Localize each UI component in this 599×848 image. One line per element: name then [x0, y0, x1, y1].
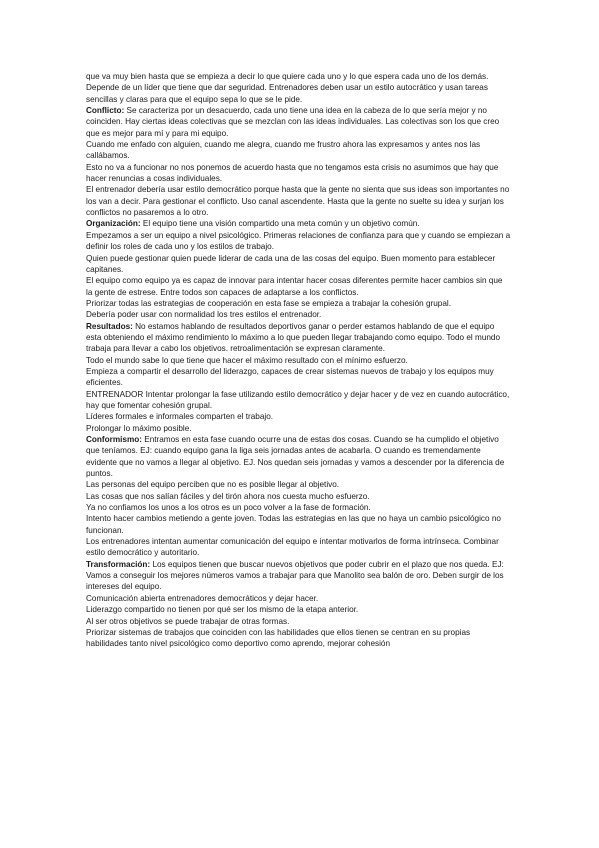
section-label: Conformismo: [86, 435, 142, 444]
paragraph-text: Los entrenadores intentan aumentar comunicación del equipo e intentar motivarlos de forma intrínseca. Combinar estilo democrático y autoritario. [86, 537, 499, 558]
paragraph [86, 184, 511, 218]
paragraph [86, 321, 511, 355]
paragraph [86, 253, 511, 276]
paragraph-text: Depende de un líder que tiene que dar seguridad. Entrenadores deben usar un estilo autocrático y usan tareas sencillas y claras para que el equipo sepa lo que se le pide. [86, 83, 488, 104]
paragraph-text: No estamos hablando de resultados deportivos ganar o perder estamos hablando de que el equipo esta obteniendo el máximo rendimiento lo máximo a lo que pueden llegar trabajando como equipo. Todo el mundo trabaja para llevar a cabo los objetivos. retroalimentación se expresan claramente. [86, 321, 501, 354]
paragraph-text: Liderazgo compartido no tienen por qué ser los mismo de la etapa anterior. [86, 605, 359, 615]
paragraph [86, 230, 511, 253]
paragraph-text: El equipo tiene una visión compartido una meta común y un objetivo común. [142, 219, 420, 229]
paragraph-text: El equipo como equipo ya es capaz de innovar para intentar hacer cosas diferentes permite hacer cambios sin que la gente de estrese. Entre todos son capaces de adaptarse a los conflictos. [86, 276, 503, 297]
paragraph-text: Cuando me enfado con alguien, cuando me alegra, cuando me frustro ahora las expresamos y antes nos las callábamos. [86, 140, 481, 161]
paragraph [86, 71, 511, 82]
paragraph [86, 355, 511, 366]
paragraph-text: Esto no va a funcionar no nos ponemos de acuerdo hasta que no tengamos esta crisis no asumimos que hay que hacer renuncias a cosas individuales. [86, 162, 499, 184]
paragraph [86, 275, 511, 298]
paragraph [86, 218, 511, 229]
paragraph [86, 389, 511, 412]
paragraph-text: Ya no confiamos los unos a los otros es un poco volver a la fase de formación. [86, 503, 371, 513]
paragraph-text: Las cosas que nos salían fáciles y del tirón ahora nos cuesta mucho esfuerzo. [86, 491, 370, 501]
paragraph [86, 82, 511, 105]
paragraph-text: Empieza a compartir el desarrollo del liderazgo, capaces de crear sistemas nuevos de trabajo y los equipos muy eficientes. [86, 366, 494, 388]
paragraph-text: Priorizar sistemas de trabajos que coinciden con las habilidades que ellos tienen se centran en su propias habilidades tanto nivel psicológico como deportivo como aprendo, mejorar cohesión [86, 627, 471, 649]
paragraph [86, 366, 511, 389]
paragraph [86, 162, 511, 185]
section-label: Conflicto: [86, 106, 125, 116]
paragraph-text: Líderes formales e informales comparten el trabajo. [86, 412, 274, 422]
paragraph [86, 298, 511, 309]
paragraph-text: Comunicación abierta entrenadores democráticos y dejar hacer. [86, 593, 319, 603]
paragraph [86, 502, 511, 513]
paragraph-text: Al ser otros objetivos se puede trabajar de otras formas. [86, 616, 290, 626]
section-label: Transformación: [86, 559, 151, 569]
document-body [86, 71, 511, 650]
paragraph-text: ENTRENADOR Intentar prolongar la fase utilizando estilo democrático y dejar hacer y de vez en cuando autocrático, hay que fomentar cohesión grupal. [86, 389, 510, 410]
paragraph-text: El entrenador debería usar estilo democrático porque hasta que la gente no sienta que sus ideas son importantes no los van a decir. Para gestionar el conflicto. Uso canal ascendente. Hasta que la gente no suelte su idea y surjan los conflictos no pasaremos a lo otro. [86, 185, 510, 218]
paragraph-text: Los equipos tienen que buscar nuevos objetivos que poder cubrir en el plazo que nos queda. EJ: Vamos a conseguir los mejores números vamos a trabajar para que Manolito sea balón de oro. Deben surgir de los intereses del equipo. [86, 559, 504, 592]
paragraph-text: Priorizar todas las estrategias de cooperación en esta fase se empieza a trabajar la cohesión grupal. [86, 298, 452, 308]
paragraph [86, 604, 511, 615]
paragraph [86, 105, 511, 139]
paragraph [86, 593, 511, 604]
paragraph [86, 536, 511, 559]
paragraph-text: Quien puede gestionar quien puede liderar de cada una de las cosas del equipo. Buen momento para establecer capitanes. [86, 253, 496, 274]
paragraph [86, 423, 511, 434]
paragraph [86, 491, 511, 502]
paragraph-text: Intento hacer cambios metiendo a gente joven. Todas las estrategias en las que no haya un cambio psicológico no funcionan. [86, 514, 501, 535]
paragraph-text: Las personas del equipo perciben que no es posible llegar al objetivo. [86, 480, 340, 490]
paragraph-text: que va muy bien hasta que se empieza a decir lo que quiere cada uno y lo que espera cada uno de los demás. [86, 72, 489, 81]
paragraph [86, 479, 511, 490]
paragraph-text: Debería poder usar con normalidad los tres estilos el entrenador. [86, 310, 322, 320]
paragraph-text: Todo el mundo sabe lo que tiene que hacer el máximo resultado con el mínimo esfuerzo. [86, 355, 408, 365]
paragraph [86, 513, 511, 536]
section-label: Organización: [86, 219, 141, 229]
paragraph [86, 411, 511, 422]
paragraph-text: Entramos en esta fase cuando ocurre una de estas dos cosas. Cuando se ha cumplido el objetivo que teníamos. EJ: cuando equipo gana la liga seis jornadas antes de acabarla. O cuando es tremendamente evidente que no vamos a llegar al objetivo. EJ. Nos quedan seis jornadas y vamos a descender por la diferencia de puntos. [86, 435, 505, 479]
paragraph [86, 559, 511, 593]
paragraph-text: Empezamos a ser un equipo a nivel psicológico. Primeras relaciones de confianza para que y cuando se empiezan a definir los roles de cada uno y los estilos de trabajo. [86, 230, 511, 252]
paragraph [86, 309, 511, 320]
paragraph [86, 434, 511, 479]
paragraph [86, 139, 511, 162]
paragraph-text: Se caracteriza por un desacuerdo, cada uno tiene una idea en la cabeza de lo que sería mejor y no coinciden. Hay ciertas ideas colectivas que se mezclan con las ideas individuales. Las colectivas son los que creo que es mejor para mí y para mi equipo. [86, 106, 500, 138]
paragraph [86, 627, 511, 650]
paragraph-text: Prolongar lo máximo posible. [86, 423, 192, 433]
paragraph [86, 616, 511, 627]
section-label: Resultados: [86, 321, 133, 331]
